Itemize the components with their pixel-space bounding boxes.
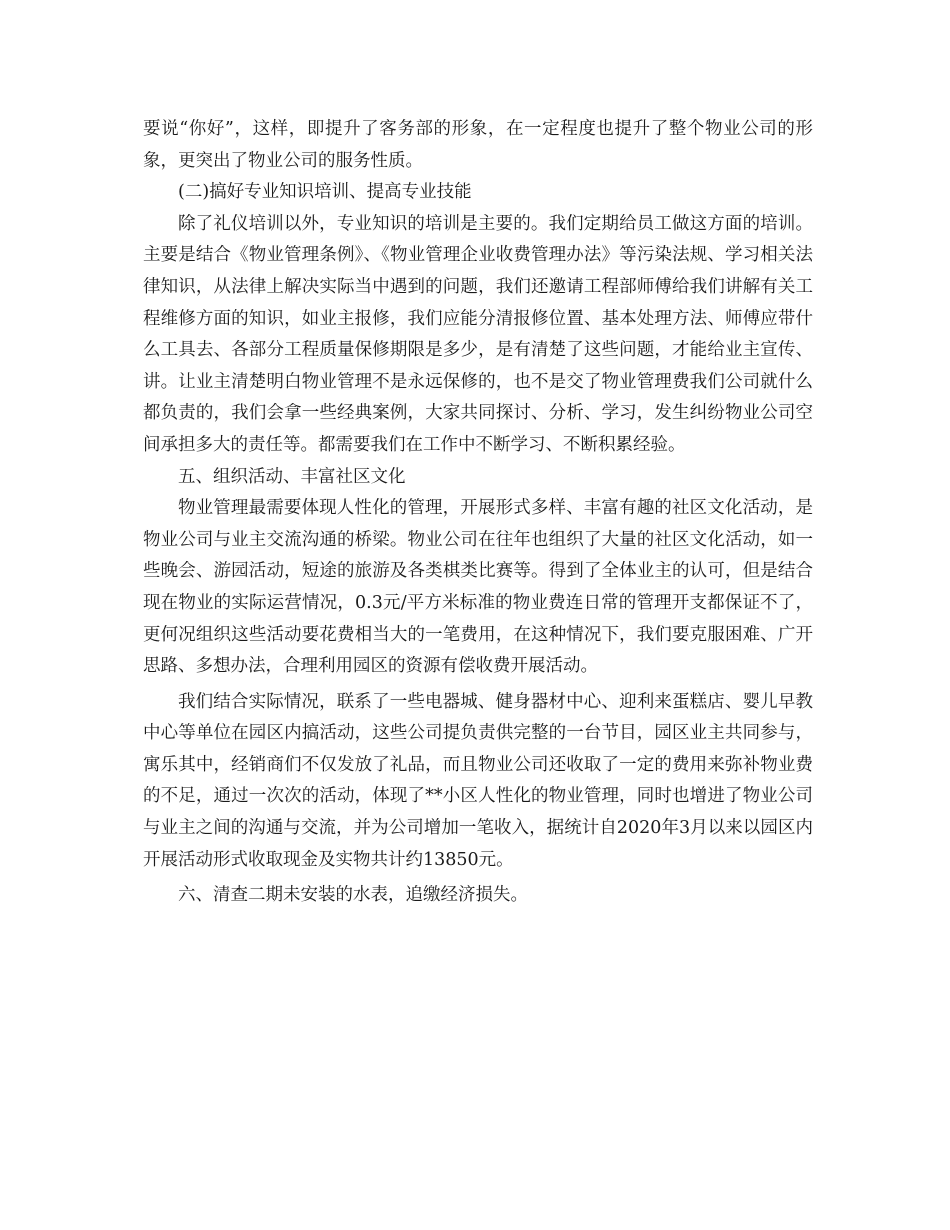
paragraph-activity-results: 我们结合实际情况，联系了一些电器城、健身器材中心、迎利来蛋糕店、婴儿早教中心等单位在园区内搞活动，这些公司提负责供完整的一台节目，园区业主共同参与，寓乐其中，经销商们不仅发放了礼品，而且物业公司还收取了一定的费用来弥补物业费的不足，通过一次次的活动，体现了**小区人性化的物业管理，同时也增进了物业公司与业主之间的沟通与交流，并为公司增加一笔收入，据统计自2020年3月以来以园区内开展活动形式收取现金及实物共计约13850元。	[143, 691, 813, 870]
section-heading-water-meters: 六、清查二期未安装的水表，追缴经济损失。	[178, 885, 528, 906]
paragraph-professional-training: 除了礼仪培训以外，专业知识的培训是主要的。我们定期给员工做这方面的培训。主要是结合《物业管理条例》、《物业管理企业收费管理办法》等污染法规、学习相关法律知识，从法律上解决实际当中遇到的问题，我们还邀请工程部师傅给我们讲解有关工程维修方面的知识，如业主报修，我们应能分清报修位置、基本处理方法、师傅应带什么工具去、各部分工程质量保修期限是多少，是有清楚了这些问题，才能给业主宣传、讲。让业主清楚明白物业管理不是永远保修的，也不是交了物业管理费我们公司就什么都负责的，我们会拿一些经典案例，大家共同探讨、分析、学习，发生纠纷物业公司空间承担多大的责任等。都需要我们在工作中不断学习、不断积累经验。	[143, 213, 813, 455]
section-heading-community-culture: 五、组织活动、丰富社区文化	[178, 466, 406, 487]
section-heading-professional-training: (二)搞好专业知识培训、提高专业技能	[178, 182, 472, 203]
paragraph-community-activities: 物业管理最需要体现人性化的管理，开展形式多样、丰富有趣的社区文化活动，是物业公司与业主交流沟通的桥梁。物业公司在往年也组织了大量的社区文化活动，如一些晚会、游园活动，短途的旅游及各类棋类比赛等。得到了全体业主的认可，但是结合现在物业的实际运营情况，0.3元/平方米标准的物业费连日常的管理开支都保证不了，更何况组织这些活动要花费相当大的一笔费用，在这种情况下，我们要克服困难、广开思路、多想办法，合理利用园区的资源有偿收费开展活动。	[143, 498, 813, 677]
paragraph-intro-continuation: 要说“你好”，这样，即提升了客务部的形象，在一定程度也提升了整个物业公司的形象，更突出了物业公司的服务性质。	[143, 119, 813, 171]
document-body	[143, 114, 813, 912]
